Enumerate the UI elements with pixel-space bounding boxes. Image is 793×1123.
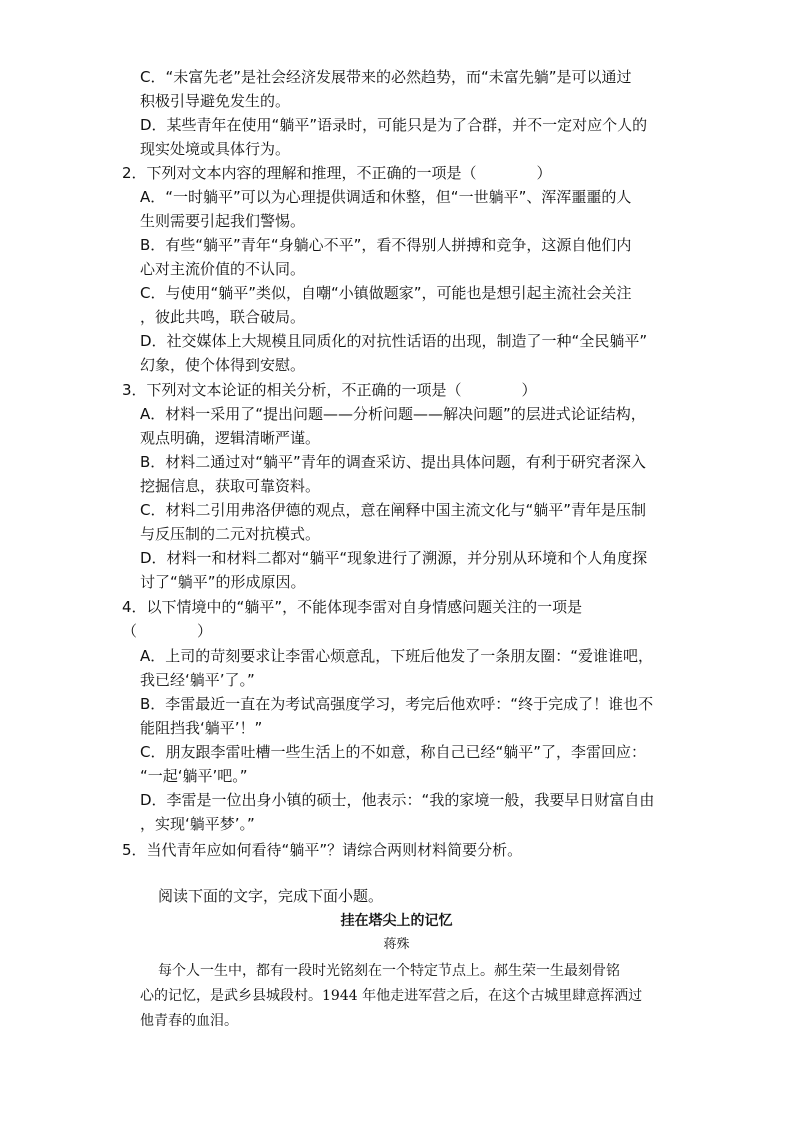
q1-option-c-line1: C．“未富先老”是社会经济发展带来的必然趋势，而“未富先躺”是可以通过 bbox=[140, 68, 632, 86]
passage-paragraph-line2: 心的记忆，是武乡县城段村。1944 年他走进军营之后，在这个古城里肆意挥洒过 bbox=[140, 988, 643, 1004]
q4-option-a-line2: 我已经‘躺平’了。” bbox=[140, 671, 255, 689]
reading-instruction: 阅读下面的文字，完成下面小题。 bbox=[158, 887, 384, 905]
q2-option-c-line1: C．与使用“躺平”类似，自嘲“小镇做题家”，可能也是想引起主流社会关注 bbox=[140, 284, 632, 302]
q4-option-c-line1: C．朋友跟李雷吐槽一些生活上的不如意，称自己已经“躺平”了，李雷回应： bbox=[140, 743, 647, 761]
passage-title: 挂在塔尖上的记忆 bbox=[340, 913, 453, 929]
passage-paragraph-line3: 他青春的血泪。 bbox=[140, 1013, 238, 1029]
q4-option-a-line1: A．上司的苛刻要求让李雷心烦意乱，下班后他发了一条朋友圈：“爱谁谁吧， bbox=[140, 647, 654, 665]
q3-option-d-line1: D．材料一和材料二都对“躺平“现象进行了溯源，并分别从环境和个人角度探 bbox=[140, 549, 648, 567]
q3-stem: 3．下列对文本论证的相关分析，不正确的一项是（ ） bbox=[122, 381, 537, 399]
q1-option-d-line2: 现实处境或具体行为。 bbox=[140, 140, 291, 158]
q1-option-c-line2: 积极引导避免发生的。 bbox=[140, 92, 291, 110]
q3-option-c-line2: 与反压制的二元对抗模式。 bbox=[140, 525, 321, 543]
q4-option-d-line1: D．李雷是一位出身小镇的硕士，他表示：“我的家境一般，我要早日财富自由 bbox=[140, 791, 655, 809]
q2-option-a-line1: A．“一时躺平”可以为心理提供调适和休整，但“一世躺平”、浑浑噩噩的人 bbox=[140, 188, 632, 206]
q4-stem: 4．以下情境中的“躺平”，不能体现李雷对自身情感问题关注的一项是 bbox=[122, 598, 583, 616]
q2-option-b-line1: B．有些“躺平”青年“身躺心不平”，看不得别人拼搏和竞争，这源自他们内 bbox=[140, 236, 632, 254]
q3-option-a-line2: 观点明确，逻辑清晰严谨。 bbox=[140, 429, 321, 447]
q4-answer-paren: （ ） bbox=[122, 622, 213, 640]
q5-stem: 5．当代青年应如何看待“躺平”？请综合两则材料简要分析。 bbox=[122, 841, 523, 859]
q3-option-d-line2: 讨了“躺平”的形成原因。 bbox=[140, 573, 306, 591]
q3-option-c-line1: C．材料二引用弗洛伊德的观点，意在阐释中国主流文化与“躺平”青年是压制 bbox=[140, 501, 647, 519]
q4-option-c-line2: “一起‘躺平’吧。” bbox=[140, 767, 248, 785]
passage-author: 蒋殊 bbox=[383, 937, 410, 952]
q4-option-b-line1: B．李雷最近一直在为考试高强度学习，考完后他欢呼：“终于完成了！谁也不 bbox=[140, 695, 654, 713]
q3-option-b-line2: 挖掘信息，获取可靠资料。 bbox=[140, 477, 321, 495]
q4-option-d-line2: ，实现‘躺平梦’。” bbox=[140, 815, 255, 833]
q3-option-b-line1: B．材料二通过对“躺平”青年的调查采访、提出具体问题，有利于研究者深入 bbox=[140, 453, 646, 471]
q2-stem: 2．下列对文本内容的理解和推理，不正确的一项是（ ） bbox=[122, 164, 552, 182]
q2-option-c-line2: ，彼此共鸣，联合破局。 bbox=[140, 308, 306, 326]
q2-option-d-line2: 幻象，使个体得到安慰。 bbox=[140, 356, 306, 374]
q3-option-a-line1: A．材料一采用了“提出问题——分析问题——解决问题”的层进式论证结构， bbox=[140, 405, 646, 423]
q2-option-a-line2: 生则需要引起我们警惕。 bbox=[140, 212, 306, 230]
passage-paragraph-line1: 每个人一生中，都有一段时光铭刻在一个特定节点上。郝生荣一生最刻骨铭 bbox=[158, 963, 620, 979]
q2-option-b-line2: 心对主流价值的不认同。 bbox=[140, 260, 306, 278]
q1-option-d-line1: D．某些青年在使用“躺平”语录时，可能只是为了合群，并不一定对应个人的 bbox=[140, 116, 648, 134]
q4-option-b-line2: 能阻挡我‘躺平’！” bbox=[140, 719, 263, 737]
q2-option-d-line1: D．社交媒体上大规模且同质化的对抗性话语的出现，制造了一种“全民躺平” bbox=[140, 332, 648, 350]
